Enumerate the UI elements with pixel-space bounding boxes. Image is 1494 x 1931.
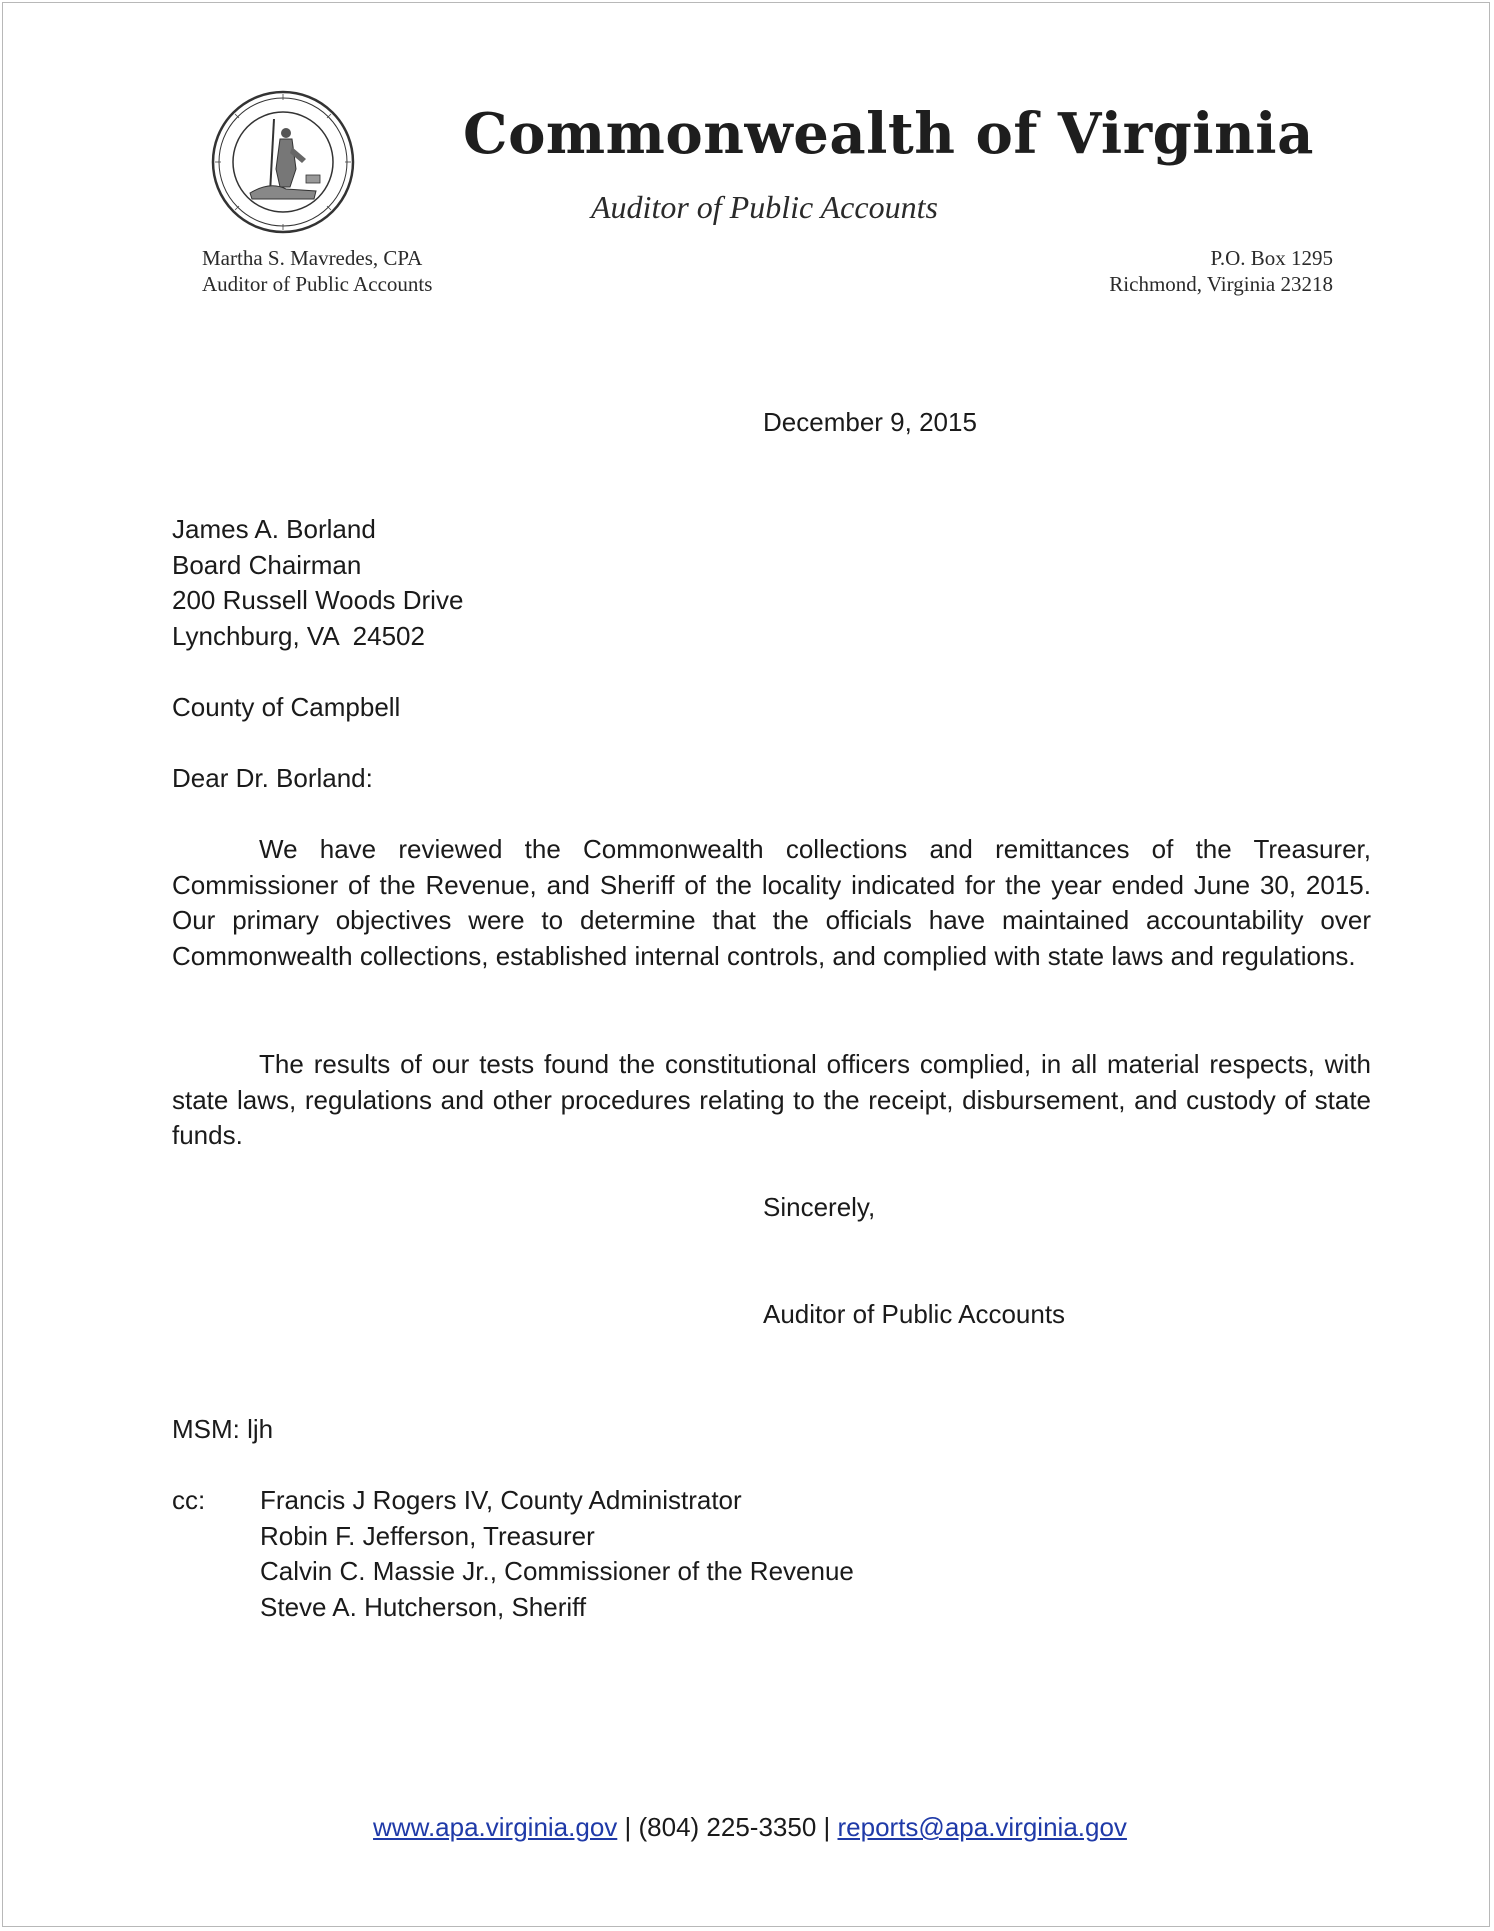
letterhead-left-block xyxy=(202,245,432,297)
closing: Sincerely, xyxy=(763,1192,876,1222)
recipient-street: 200 Russell Woods Drive xyxy=(172,585,464,616)
cc-label: cc: xyxy=(172,1485,206,1515)
reference-initials: MSM: ljh xyxy=(172,1414,274,1444)
county-name: County of Campbell xyxy=(172,692,401,722)
cc-item: Francis J Rogers IV, County Administrator xyxy=(260,1485,742,1515)
letter-date: December 9, 2015 xyxy=(763,407,977,437)
letterhead-right-block xyxy=(1109,245,1333,297)
salutation: Dear Dr. Borland: xyxy=(172,763,373,793)
footer xyxy=(3,1809,1494,1845)
cc-list xyxy=(260,1483,854,1626)
recipient-city: Lynchburg, VA 24502 xyxy=(172,621,425,652)
signature-line: Auditor of Public Accounts xyxy=(763,1299,1066,1329)
cc-item: Steve A. Hutcherson, Sheriff xyxy=(260,1592,587,1623)
city-state-zip: Richmond, Virginia 23218 xyxy=(1109,272,1333,296)
email-link[interactable]: reports@apa.virginia.gov xyxy=(837,1812,1127,1842)
auditor-name: Martha S. Mavredes, CPA xyxy=(202,246,423,270)
footer-separator: | xyxy=(617,1812,639,1842)
virginia-seal-icon xyxy=(210,89,356,235)
po-box: P.O. Box 1295 xyxy=(1210,246,1333,270)
website-link[interactable]: www.apa.virginia.gov xyxy=(373,1812,618,1842)
letter-page xyxy=(2,2,1490,1927)
letterhead-title: Commonwealth of Virginia xyxy=(463,101,1314,167)
body-paragraph-1: We have reviewed the Commonwealth collections and remittances of the Treasurer, Commissioner of the Revenue, and Sheriff of the locality indicated for the year ended June 30, 2015. Our primary objectives were to determine that the officials have maintained accountability over Commonwealth collections, established internal controls, and complied with state laws and regulations. xyxy=(172,834,1371,972)
recipient-title: Board Chairman xyxy=(172,549,362,580)
cc-item: Calvin C. Massie Jr., Commissioner of the Revenue xyxy=(260,1556,854,1587)
phone-number: (804) 225-3350 xyxy=(638,1812,817,1842)
auditor-title: Auditor of Public Accounts xyxy=(202,272,433,296)
footer-separator: | xyxy=(816,1812,838,1842)
recipient-name: James A. Borland xyxy=(172,514,376,544)
cc-item: Robin F. Jefferson, Treasurer xyxy=(260,1520,595,1551)
recipient-address xyxy=(172,512,463,655)
letterhead-subtitle: Auditor of Public Accounts xyxy=(591,189,938,225)
body-paragraph-2: The results of our tests found the constitutional officers complied, in all material respects, with state laws, regulations and other procedures relating to the receipt, disbursement, and custody of state funds. xyxy=(172,1049,1371,1151)
